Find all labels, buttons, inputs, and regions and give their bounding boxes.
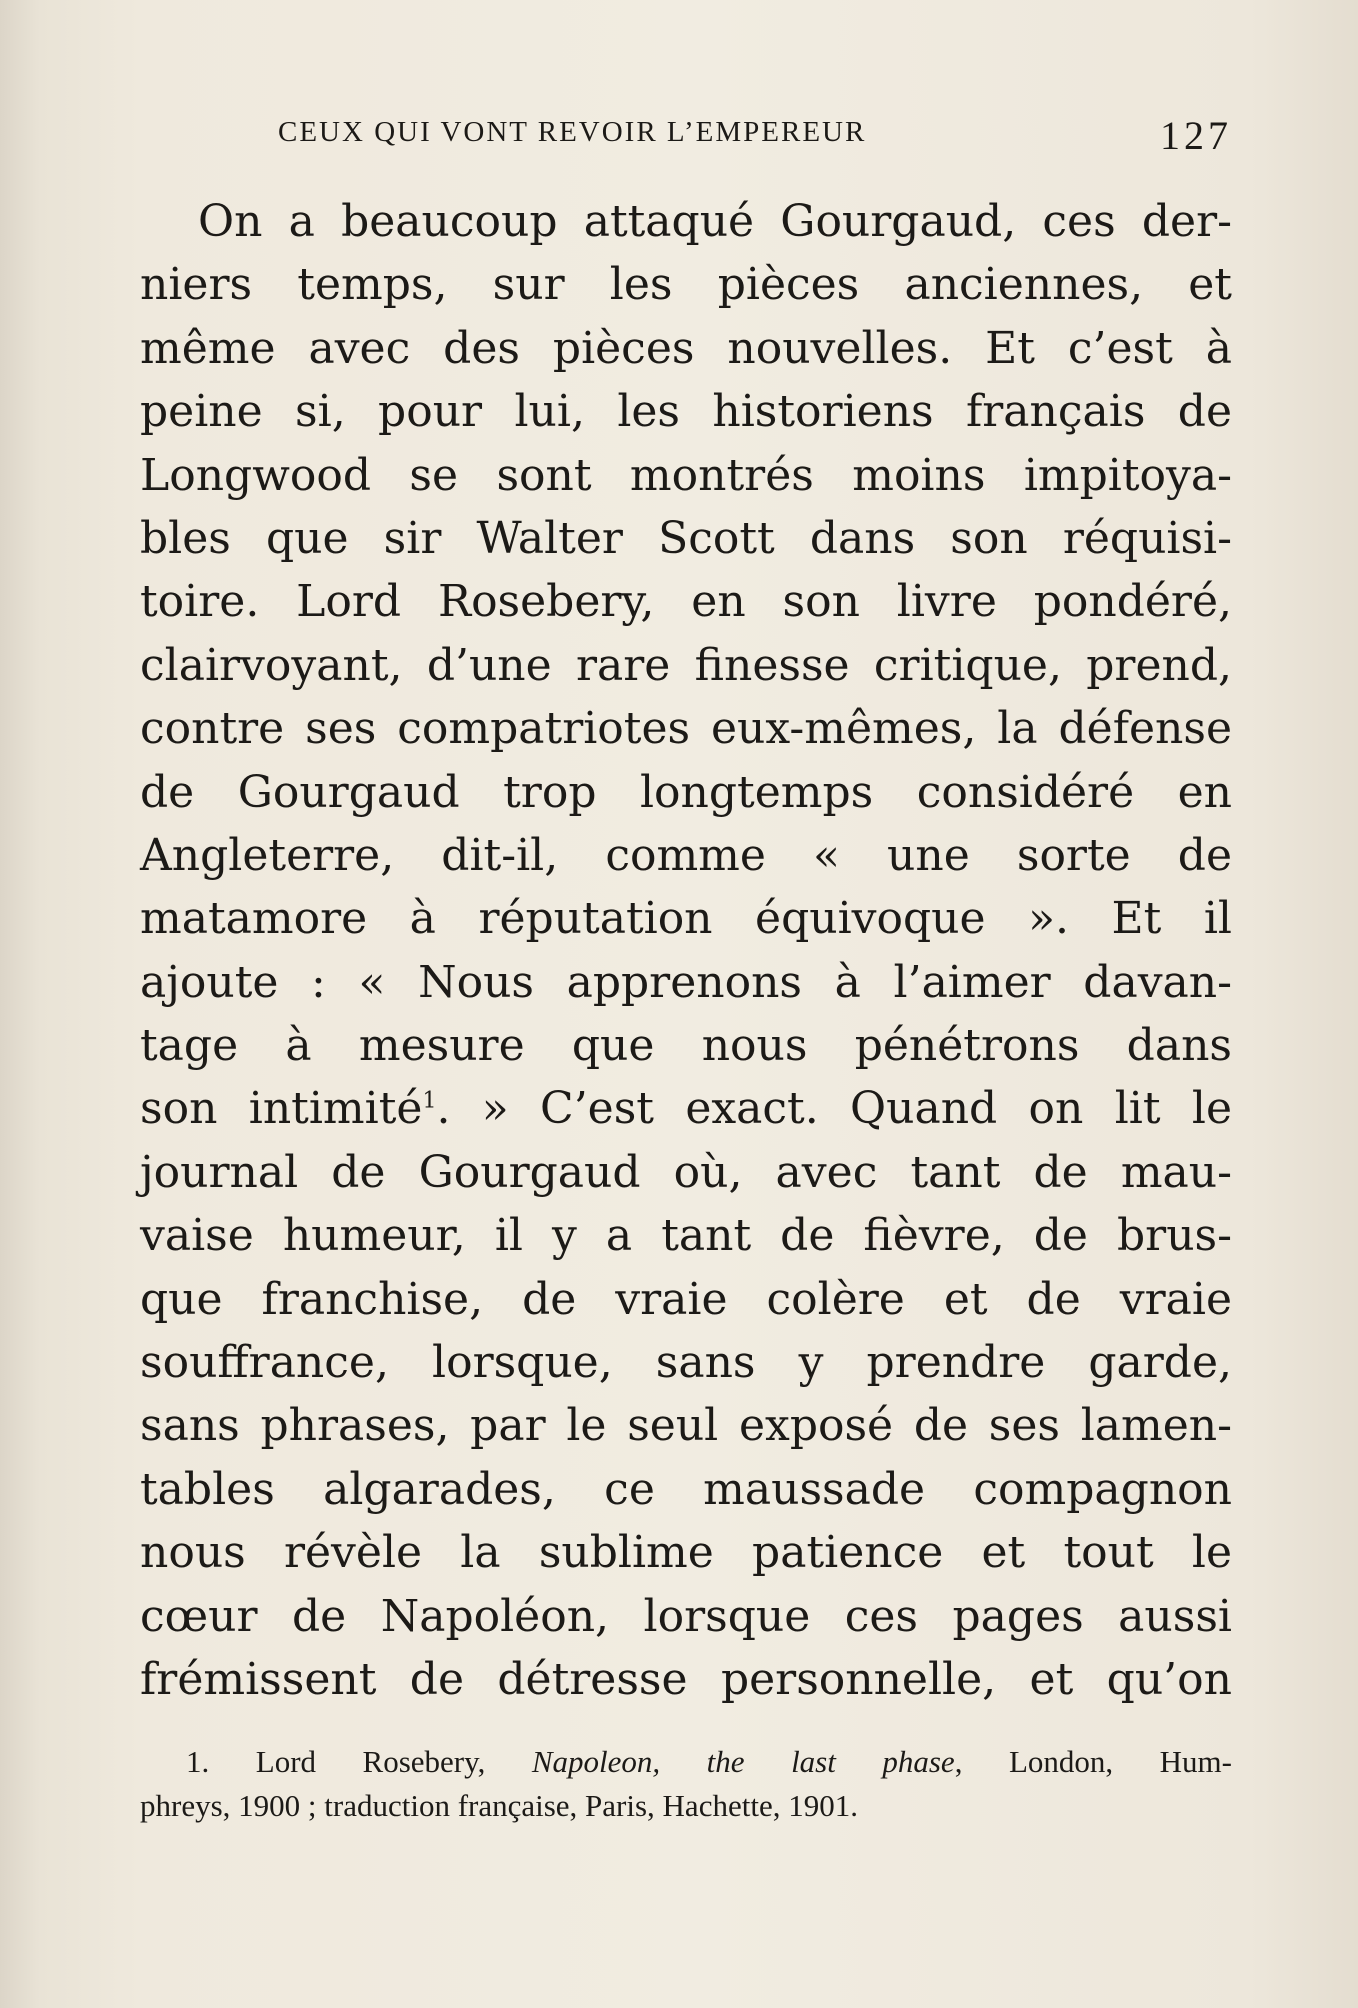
footnote-book-title: Napoleon, the last phase: [531, 1744, 955, 1779]
text-line: de Gourgaud trop longtemps considéré en: [140, 766, 1232, 818]
text-segment: son intimité: [140, 1083, 423, 1135]
footnote-reference: 1: [422, 1088, 437, 1114]
footnote-line: phreys, 1900 ; traduction française, Paris, Hachette, 1901.: [140, 1788, 858, 1823]
text-line: ajoute : « Nous apprenons à l’aimer davan-: [140, 956, 1232, 1008]
footnote-number: 1.: [186, 1744, 210, 1779]
text-line: contre ses compatriotes eux-mêmes, la défense: [140, 703, 1232, 755]
text-line: que franchise, de vraie colère et de vraie: [140, 1273, 1232, 1325]
page-number: 127: [1160, 113, 1232, 158]
footnote-text: Lord Rosebery,: [209, 1744, 532, 1779]
text-line-with-footnote-ref: [140, 1077, 1232, 1140]
text-line: clairvoyant, d’une rare finesse critique, prend,: [140, 639, 1232, 691]
footnote-text: , London, Hum-: [954, 1744, 1232, 1779]
text-line: journal de Gourgaud où, avec tant de mau-: [140, 1146, 1232, 1198]
running-head: [140, 112, 1232, 164]
text-line: toire. Lord Rosebery, en son livre pondéré,: [140, 576, 1232, 628]
text-line: niers temps, sur les pièces anciennes, et: [140, 259, 1232, 311]
text-line: vaise humeur, il y a tant de fièvre, de brus-: [140, 1210, 1232, 1262]
text-line: frémissent de détresse personnelle, et qu’on: [140, 1653, 1232, 1705]
text-line: Angleterre, dit-il, comme « une sorte de: [140, 829, 1232, 881]
text-line: sans phrases, par le seul exposé de ses lamen-: [140, 1400, 1232, 1452]
text-line: Longwood se sont montrés moins impitoya-: [140, 449, 1232, 501]
text-line: cœur de Napoléon, lorsque ces pages aussi: [140, 1590, 1232, 1642]
text-segment: . » C’est exact. Quand on lit le: [436, 1083, 1232, 1135]
body-paragraph: [140, 190, 1232, 1711]
footnote: [140, 1740, 1232, 1828]
running-title: CEUX QUI VONT REVOIR L’EMPEREUR: [278, 116, 867, 148]
text-line: tables algarades, ce maussade compagnon: [140, 1463, 1232, 1515]
text-line: On a beaucoup attaqué Gourgaud, ces der-: [198, 196, 1232, 247]
text-line: même avec des pièces nouvelles. Et c’est à: [140, 322, 1232, 374]
text-line: tage à mesure que nous pénétrons dans: [140, 1020, 1232, 1072]
footnote-line: [140, 1740, 1232, 1784]
text-line: matamore à réputation équivoque ». Et il: [140, 893, 1232, 945]
text-line: souffrance, lorsque, sans y prendre garde,: [140, 1337, 1232, 1389]
text-line: bles que sir Walter Scott dans son réquisi-: [140, 512, 1232, 564]
text-line: peine si, pour lui, les historiens français de: [140, 386, 1232, 438]
text-line: nous révèle la sublime patience et tout le: [140, 1527, 1232, 1579]
